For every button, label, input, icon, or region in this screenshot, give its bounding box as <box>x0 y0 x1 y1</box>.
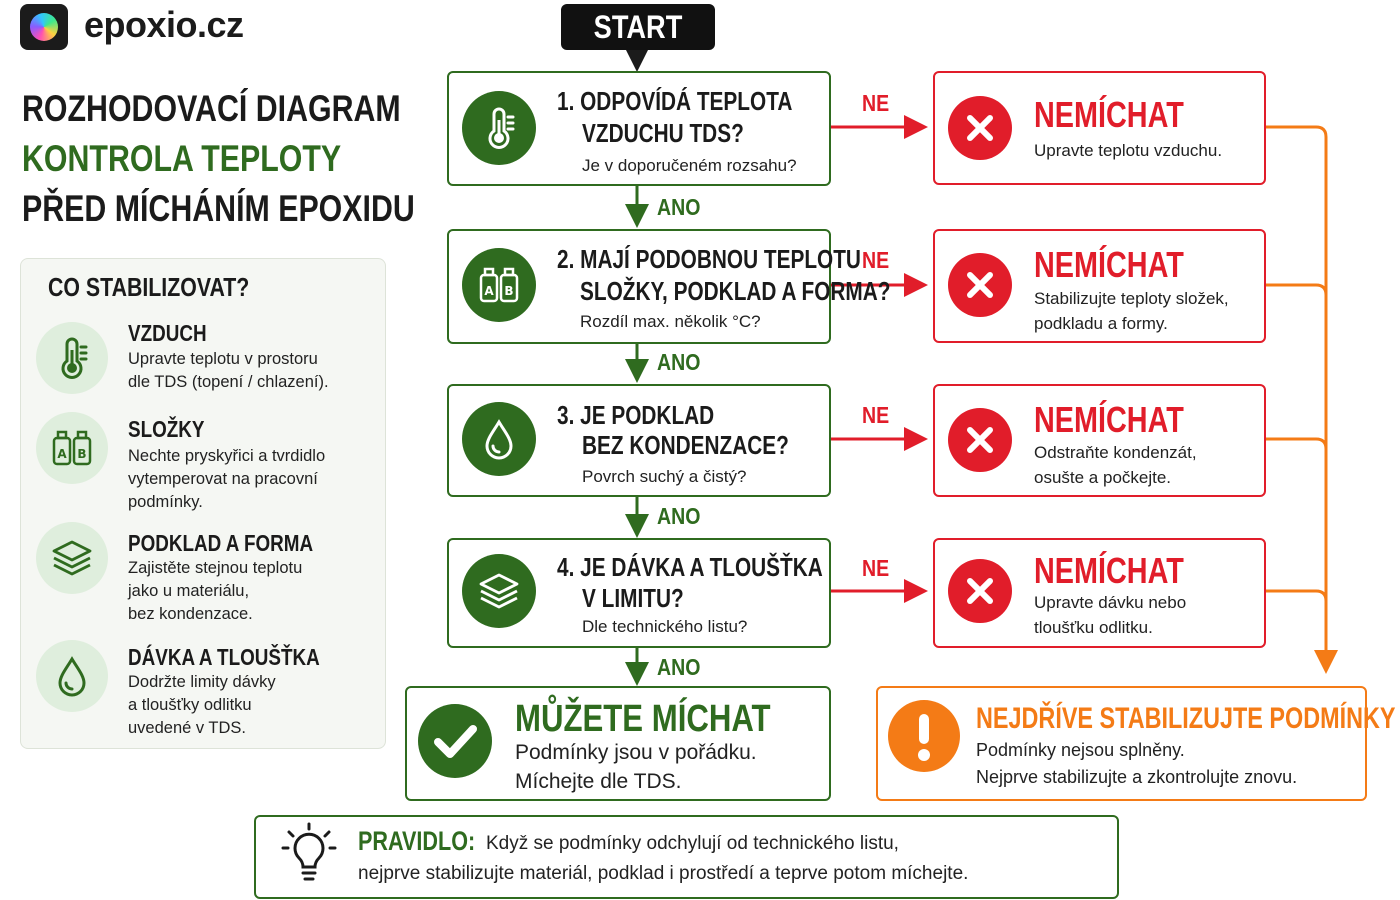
yes-label: ANO <box>657 654 701 680</box>
start-label: START <box>593 9 683 45</box>
stop-3-title: NEMÍCHAT <box>1034 399 1184 440</box>
question-1-line-1: 1. ODPOVÍDÁ TEPLOTA <box>557 86 793 116</box>
brand-name: epoxio.cz <box>84 4 244 45</box>
question-2-subtitle: Rozdíl max. několik °C? <box>580 312 761 331</box>
sidebar-thermometer-icon <box>36 322 108 394</box>
diagram-title-line-3: PŘED MÍCHÁNÍM EPOXIDU <box>22 188 415 229</box>
sidebar-item-description: Nechte pryskyřici a tvrdidlo vytemperovat na pracovní podmínky. <box>128 447 326 511</box>
question-2-line-1: 2. MAJÍ PODOBNOU TEPLOTU <box>557 244 861 274</box>
diagram-title-line-1: ROZHODOVACÍ DIAGRAM <box>22 88 401 129</box>
success-line-1: Podmínky jsou v pořádku. <box>515 741 757 764</box>
cross-icon <box>948 96 1012 160</box>
lightbulb-icon <box>281 822 337 886</box>
warning-line-1: Podmínky nejsou splněny. <box>976 740 1185 760</box>
thermometer-icon <box>462 91 536 165</box>
question-4-subtitle: Dle technického listu? <box>582 617 748 636</box>
sidebar-item-title: PODKLAD A FORMA <box>128 530 314 556</box>
stop-3-description: Odstraňte kondenzát, osušte a počkejte. <box>1034 443 1197 487</box>
question-2-line-2: SLOŽKY, PODKLAD A FORMA? <box>580 276 891 306</box>
svg-text:A: A <box>484 284 494 298</box>
no-label: NE <box>862 555 890 581</box>
stop-4-title: NEMÍCHAT <box>1034 550 1184 591</box>
rule-line-1: Když se podmínky odchylují od technického listu, <box>486 833 899 854</box>
yes-label: ANO <box>657 194 701 220</box>
no-label: NE <box>862 402 890 428</box>
cross-icon <box>948 408 1012 472</box>
svg-text:A: A <box>57 447 67 461</box>
sidebar-item-description: Upravte teplotu v prostoru dle TDS (topení / chlazení). <box>128 350 329 391</box>
stop-2-title: NEMÍCHAT <box>1034 244 1184 285</box>
sidebar-item-title: DÁVKA A TLOUŠŤKA <box>128 644 320 670</box>
brand-logo-gradient-icon <box>30 13 58 41</box>
stop-4-description: Upravte dávku nebo tloušťku odlitku. <box>1034 593 1187 637</box>
sidebar-item-description: Zajistěte stejnou teplotu jako u materiálu, bez kondenzace. <box>128 559 303 623</box>
sidebar-bottles-icon <box>36 412 108 484</box>
question-3-subtitle: Povrch suchý a čistý? <box>582 467 747 486</box>
sidebar-item-description: Dodržte limity dávky a tloušťky odlitku uvedené v TDS. <box>128 673 276 737</box>
warning-title: NEJDŘÍVE STABILIZUJTE PODMÍNKY <box>976 702 1396 735</box>
no-label: NE <box>862 247 890 273</box>
no-label: NE <box>862 90 890 116</box>
stop-1-description: Upravte teplotu vzduchu. <box>1034 141 1223 160</box>
diagram-title-line-2: KONTROLA TEPLOTY <box>22 138 342 179</box>
success-line-2: Míchejte dle TDS. <box>515 770 682 793</box>
bottles-icon <box>462 248 536 322</box>
question-3-line-1: 3. JE PODKLAD <box>557 400 715 430</box>
svg-text:B: B <box>504 284 514 298</box>
cross-icon <box>948 559 1012 623</box>
layers-icon <box>462 554 536 628</box>
stop-1-title: NEMÍCHAT <box>1034 94 1184 135</box>
stop-2-description: Stabilizujte teploty složek, podkladu a formy. <box>1034 289 1229 333</box>
question-4-line-1: 4. JE DÁVKA A TLOUŠŤKA <box>557 552 823 582</box>
rule-label: PRAVIDLO: <box>358 826 476 856</box>
cross-icon <box>948 253 1012 317</box>
sidebar-item-title: SLOŽKY <box>128 416 205 442</box>
question-1-subtitle: Je v doporučeném rozsahu? <box>582 156 797 175</box>
rule-line-2: nejprve stabilizujte materiál, podklad i prostředí a teprve potom míchejte. <box>358 863 969 884</box>
sidebar-layers-icon <box>36 522 108 594</box>
checkmark-icon <box>418 704 492 778</box>
yes-label: ANO <box>657 503 701 529</box>
yes-label: ANO <box>657 349 701 375</box>
sidebar-item-title: VZDUCH <box>128 320 207 346</box>
question-3-line-2: BEZ KONDENZACE? <box>582 430 789 460</box>
exclamation-icon <box>888 700 960 772</box>
question-1-line-2: VZDUCHU TDS? <box>582 118 744 148</box>
drop-icon <box>462 402 536 476</box>
arrow-stops-to-warning <box>1266 127 1326 668</box>
success-title: MŮŽETE MÍCHAT <box>515 698 771 740</box>
question-4-line-2: V LIMITU? <box>582 583 684 613</box>
stabilize-panel-heading: CO STABILIZOVAT? <box>48 272 250 302</box>
warning-line-2: Nejprve stabilizujte a zkontrolujte znovu. <box>976 767 1298 787</box>
svg-text:B: B <box>77 447 87 461</box>
sidebar-drop-icon <box>36 640 108 712</box>
